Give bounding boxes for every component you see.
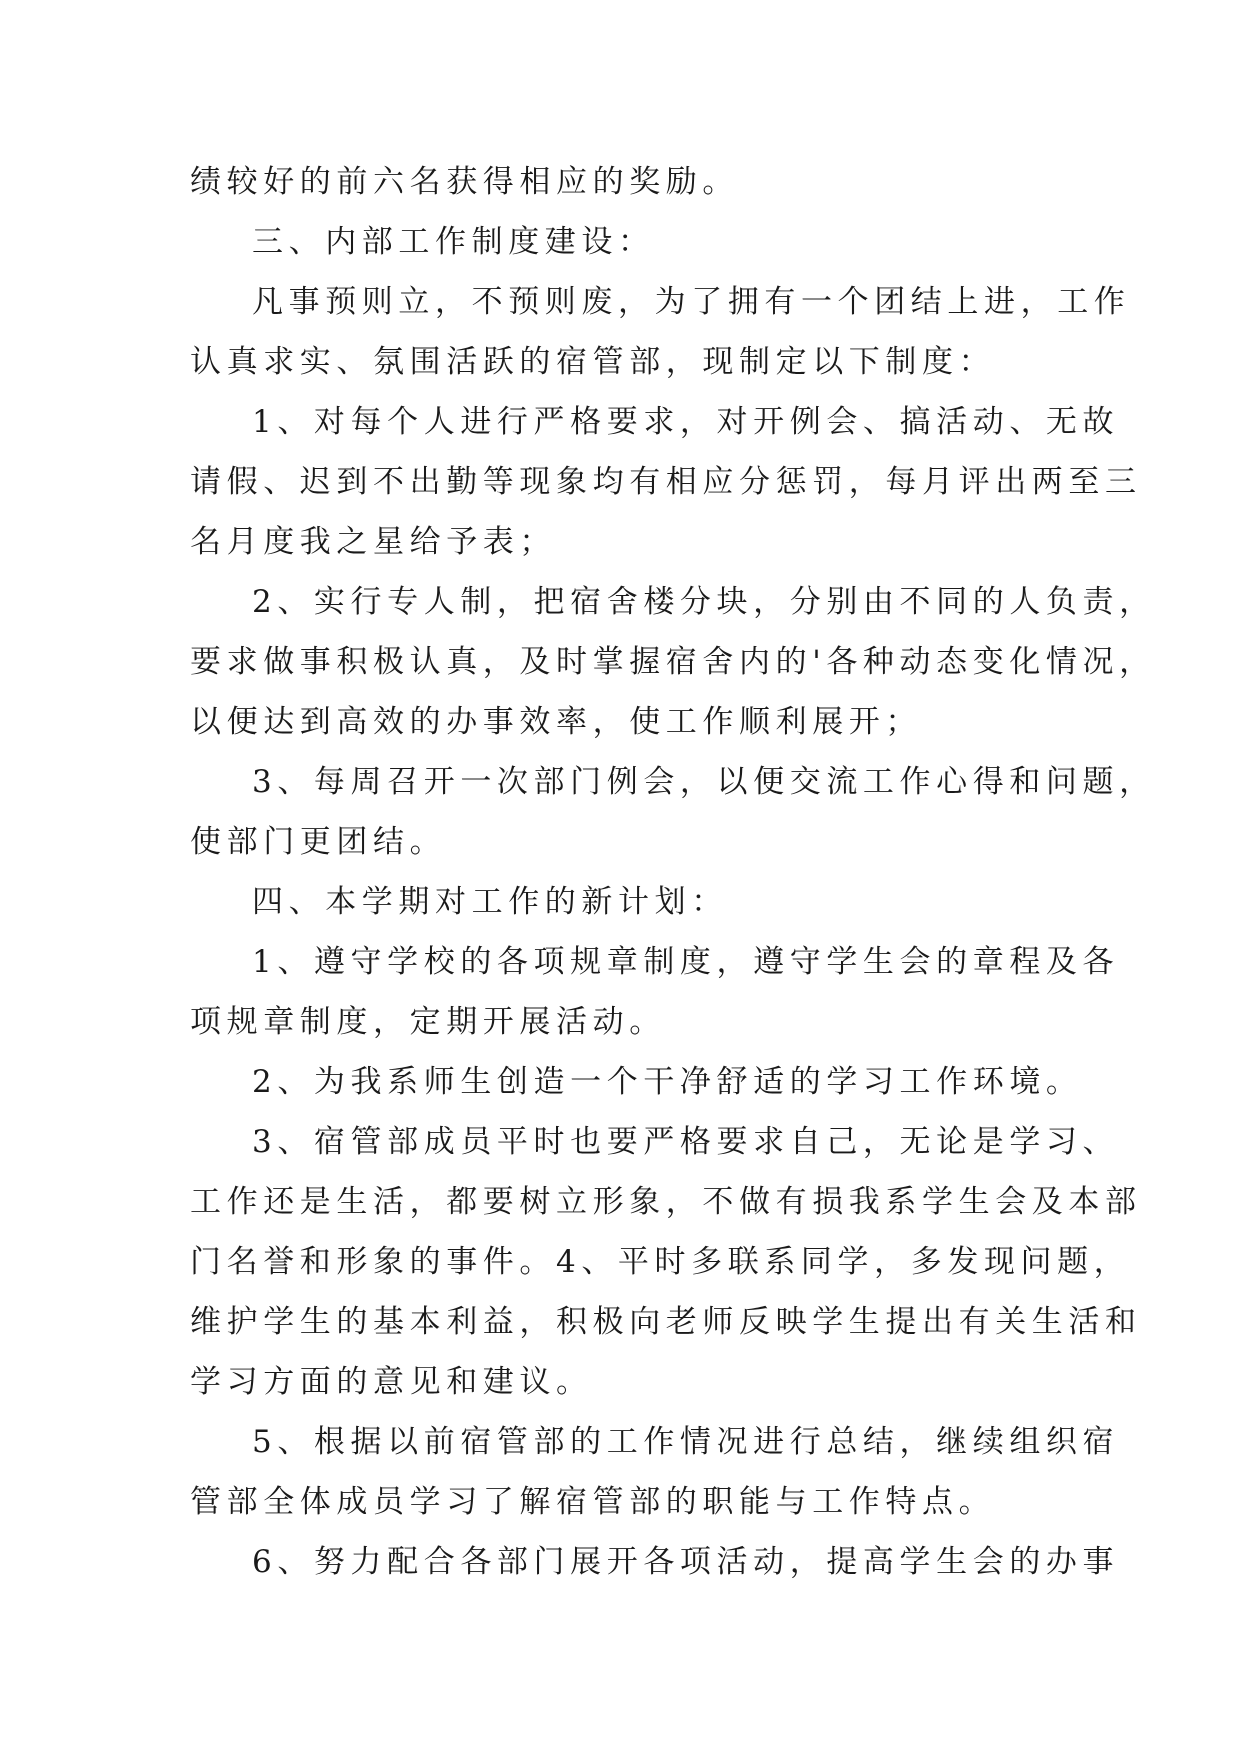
text-line: 工作还是生活，都要树立形象，不做有损我系学生会及本部 [190, 1184, 1142, 1220]
section-heading: 四、本学期对工作的新计划： [252, 884, 728, 920]
document-body [190, 152, 1156, 1592]
list-item-line: 3、宿管部成员平时也要严格要求自己，无论是学习、 [252, 1124, 1120, 1160]
text-line: 使部门更团结。 [190, 824, 447, 860]
text-line: 请假、迟到不出勤等现象均有相应分惩罚，每月评出两至三 [190, 464, 1142, 500]
text-line: 要求做事积极认真，及时掌握宿舍内的'各种动态变化情况， [190, 644, 1156, 680]
text-line: 绩较好的前六名获得相应的奖励。 [190, 164, 739, 200]
list-item-line: 2、实行专人制，把宿舍楼分块，分别由不同的人负责， [252, 584, 1156, 620]
list-item-line: 6、努力配合各部门展开各项活动，提高学生会的办事 [252, 1544, 1120, 1580]
text-line: 维护学生的基本利益，积极向老师反映学生提出有关生活和 [190, 1304, 1142, 1340]
list-item-line: 3、每周召开一次部门例会，以便交流工作心得和问题， [252, 764, 1156, 800]
section-heading: 三、内部工作制度建设： [252, 224, 655, 260]
text-line: 门名誉和形象的事件。4、平时多联系同学，多发现问题， [190, 1244, 1131, 1280]
list-item-line: 1、对每个人进行严格要求，对开例会、搞活动、无故 [252, 404, 1120, 440]
text-line: 项规章制度，定期开展活动。 [190, 1004, 666, 1040]
list-item-line: 5、根据以前宿管部的工作情况进行总结，继续组织宿 [252, 1424, 1120, 1460]
text-line: 学习方面的意见和建议。 [190, 1364, 593, 1400]
paragraph-line: 凡事预则立，不预则废，为了拥有一个团结上进，工作 [252, 284, 1131, 320]
list-item-line: 2、为我系师生创造一个干净舒适的学习工作环境。 [252, 1064, 1083, 1100]
text-line: 管部全体成员学习了解宿管部的职能与工作特点。 [190, 1484, 996, 1520]
text-line: 认真求实、氛围活跃的宿管部，现制定以下制度： [190, 344, 996, 380]
list-item-line: 1、遵守学校的各项规章制度，遵守学生会的章程及各 [252, 944, 1120, 980]
text-line: 名月度我之星给予表； [190, 524, 556, 560]
text-line: 以便达到高效的办事效率，使工作顺利展开； [190, 704, 922, 740]
